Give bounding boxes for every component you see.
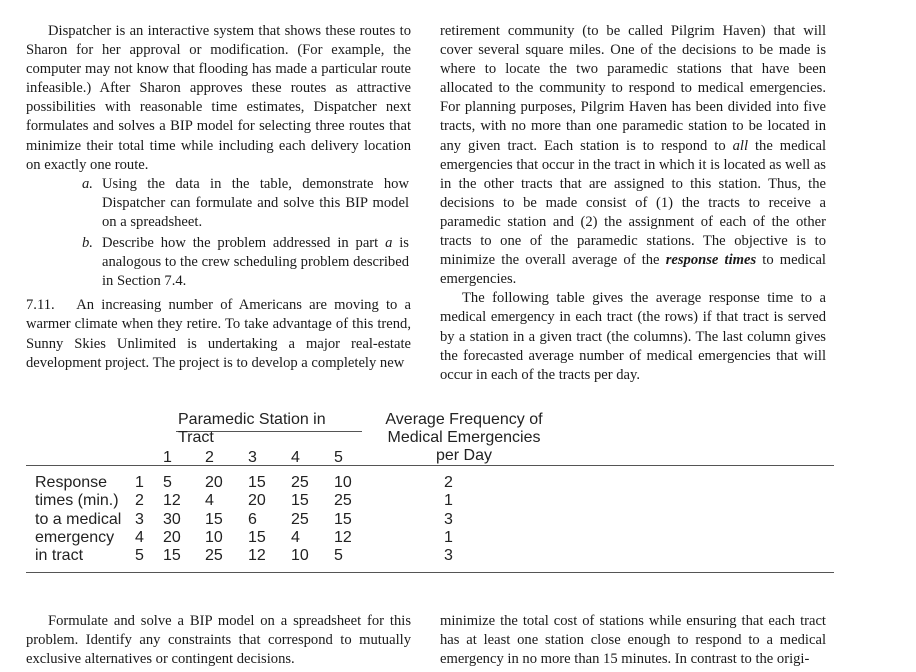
response-time-cell: 15 — [291, 492, 309, 509]
response-time-cell: 15 — [163, 547, 181, 564]
formulate-instruction: Formulate and solve a BIP model on a spreadsheet for this problem. Identify any constraints that correspond to mutually exclusive alternatives or contingent decisions. — [26, 613, 411, 668]
part-b-text-post: is analogous to the crew scheduling problem described in Section 7.4. — [102, 235, 409, 290]
frequency-header-line-2: Medical Emergencies — [387, 429, 541, 446]
response-time-cell: 5 — [163, 474, 172, 491]
frequency-cell: 3 — [444, 511, 453, 528]
response-time-cell: 25 — [334, 492, 352, 509]
row-stub-label: to a medical — [35, 511, 122, 528]
part-b-item — [26, 234, 411, 291]
right-text-column — [440, 22, 826, 385]
response-time-cell: 12 — [334, 529, 352, 546]
response-time-cell: 20 — [163, 529, 181, 546]
problem-text: An increasing number of Americans are moving to a warmer climate when they retire. To take advantage of this trend, Sunny Skies Unlimited is undertaking a major real-estate development project. The project is to develop a completely new — [26, 297, 411, 371]
frequency-header-line-3: per Day — [435, 447, 493, 464]
response-time-cell: 15 — [334, 511, 352, 528]
tract-number: 2 — [135, 492, 144, 509]
tract-number: 3 — [135, 511, 144, 528]
column-number: 4 — [291, 449, 300, 466]
row-stub-label: times (min.) — [35, 492, 119, 509]
response-time-cell: 5 — [334, 547, 343, 564]
response-time-cell: 10 — [291, 547, 309, 564]
cost-minimization-paragraph: minimize the total cost of stations while ensuring that each tract has at least one station close enough to respond to a medical emergency in no more than 15 minutes. In contrast to the origi- — [440, 613, 826, 668]
frequency-cell: 2 — [444, 474, 453, 491]
response-time-cell: 25 — [291, 511, 309, 528]
pilgrim-haven-text-1: retirement community (to be called Pilgrim Haven) that will cover several square miles. One of the decisions to be made is where to locate the two paramedic stations that have been allocated to the community to respond to medical emergencies. For planning purposes, Pilgrim Haven has been divided into five tracts, with no more than one paramedic station to be located in any given tract. Each station is to respond to — [440, 23, 826, 154]
problem-7-11-paragraph — [26, 296, 411, 372]
bottom-left-column — [26, 612, 411, 669]
left-text-column — [26, 22, 411, 373]
row-stub-label: in tract — [35, 547, 84, 564]
column-number: 1 — [163, 449, 172, 466]
frequency-cell: 3 — [444, 547, 453, 564]
table-header-rule — [26, 465, 834, 466]
pilgrim-haven-text-3: to medical emergencies. — [440, 252, 826, 288]
problem-number: 7.11. — [26, 297, 55, 314]
frequency-cell: 1 — [444, 529, 453, 546]
part-a-label: a. — [82, 175, 93, 192]
row-stub-label: emergency — [35, 529, 115, 546]
part-a-text: Using the data in the table, demonstrate how Dispatcher can formulate and solve this BIP model on a spreadsheet. — [102, 175, 409, 230]
column-number: 3 — [248, 449, 257, 466]
response-time-cell: 15 — [248, 474, 266, 491]
bottom-right-column — [440, 612, 826, 669]
response-time-cell: 10 — [205, 529, 223, 546]
emphasis-all: all — [732, 137, 749, 154]
response-time-cell: 10 — [334, 474, 352, 491]
frequency-cell: 1 — [444, 492, 453, 509]
part-b-label: b. — [82, 235, 93, 252]
response-time-cell: 15 — [248, 529, 266, 546]
part-b-text-pre: Describe how the problem addressed in part — [102, 235, 386, 252]
emphasis-response-times: response times — [665, 252, 757, 269]
station-header: Paramedic Station in Tract — [178, 411, 326, 446]
response-time-cell: 25 — [205, 547, 223, 564]
response-time-cell: 12 — [248, 547, 266, 564]
pilgrim-haven-text-2: the medical emergencies that occur in the tract in which it is located as well as in the other tracts that are assigned to this station. Thus, the decisions to be made consist of (1) the tracts to receive a paramedic station and (2) the assignment of each of the other tracts to one of the paramedic stations. The objective is to minimize the overall average of the — [440, 137, 826, 269]
tract-number: 4 — [135, 529, 144, 546]
tract-number: 5 — [135, 547, 144, 564]
response-time-cell: 30 — [163, 511, 181, 528]
response-time-cell: 20 — [205, 474, 223, 491]
table-intro-paragraph: The following table gives the average response time to a medical emergency in each tract (the rows) if that tract is served by a station in a given tract (the columns). The last column gives the forecasted average number of medical emergencies that will occur in each of the tracts per day. — [440, 290, 826, 383]
response-time-cell: 25 — [291, 474, 309, 491]
table-bottom-rule — [26, 572, 834, 573]
tract-number: 1 — [135, 474, 144, 491]
response-time-cell: 15 — [205, 511, 223, 528]
frequency-header-line-1: Average Frequency of — [385, 411, 543, 428]
column-number: 2 — [205, 449, 214, 466]
dispatcher-paragraph: Dispatcher is an interactive system that shows these routes to Sharon for her approval or modification. (For example, the computer may not know that flooding has made a particular route infeasible.) After Sharon approves these routes as attractive possibilities with reasonable time estimates, Dispatcher next formulates and solves a BIP model for selecting three routes that minimize their total time while including each delivery location on exactly one route. — [26, 23, 411, 173]
response-time-cell: 6 — [248, 511, 257, 528]
column-number: 5 — [334, 449, 343, 466]
response-time-cell: 4 — [205, 492, 214, 509]
part-b-italic: a — [385, 235, 393, 252]
part-a-item — [26, 175, 411, 232]
response-time-cell: 4 — [291, 529, 300, 546]
response-time-cell: 20 — [248, 492, 266, 509]
pilgrim-haven-paragraph — [440, 22, 826, 289]
response-time-cell: 12 — [163, 492, 181, 509]
row-stub-label: Response — [35, 474, 108, 491]
